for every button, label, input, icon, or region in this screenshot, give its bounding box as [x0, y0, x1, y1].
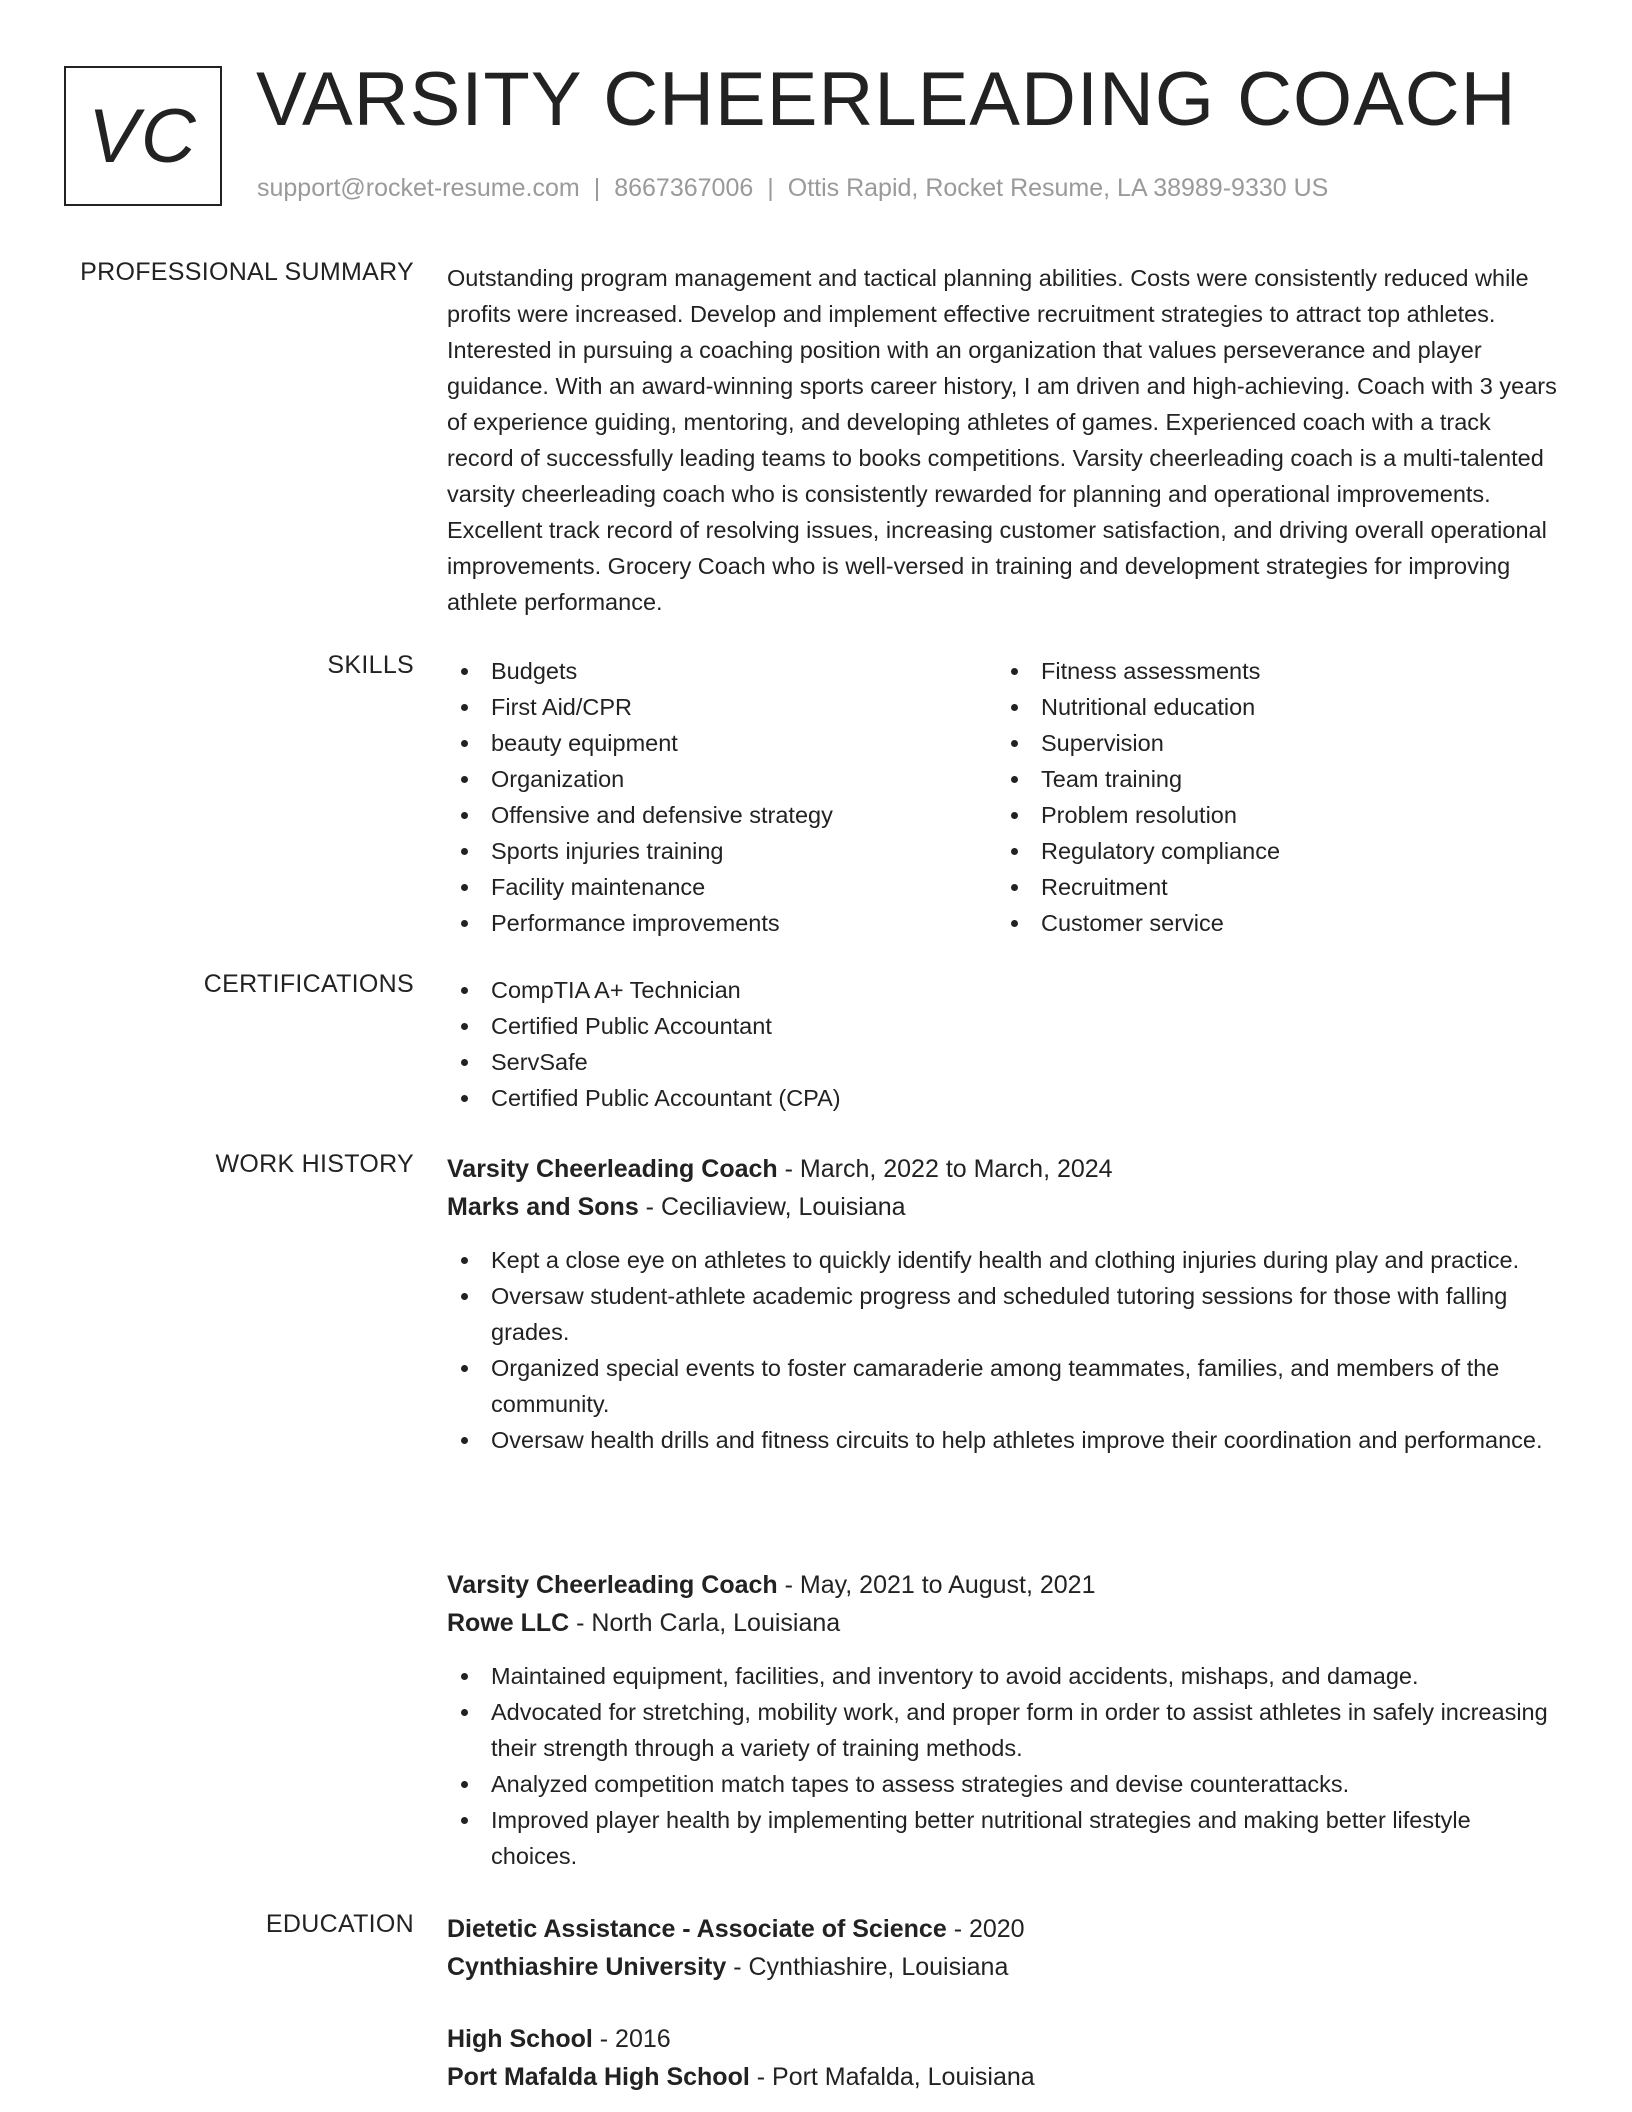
education-degree: Dietetic Assistance - Associate of Science: [447, 1915, 947, 1943]
job-company: Rowe LLC: [447, 1609, 570, 1637]
skill-item: Regulatory compliance: [997, 833, 1547, 869]
job-dates: - May, 2021 to August, 2021: [777, 1571, 1096, 1599]
job-location: - North Carla, Louisiana: [569, 1609, 841, 1637]
job-entry: [447, 1566, 1562, 1874]
education-school-line: [447, 1948, 1562, 1986]
job-bullets: [447, 1242, 1562, 1458]
skill-item: First Aid/CPR: [447, 689, 997, 725]
skill-item: Customer service: [997, 905, 1547, 941]
skill-item: Nutritional education: [997, 689, 1547, 725]
monogram-logo: VC: [64, 66, 222, 206]
job-company: Marks and Sons: [447, 1193, 639, 1221]
job-company-line: [447, 1188, 1562, 1226]
job-title: Varsity Cheerleading Coach: [447, 1571, 778, 1599]
skill-item: Supervision: [997, 725, 1547, 761]
skill-item: Facility maintenance: [447, 869, 997, 905]
contact-separator: |: [593, 174, 601, 202]
job-bullet: Organized special events to foster camaraderie among teammates, families, and members of the community.: [447, 1350, 1562, 1422]
skill-item: Fitness assessments: [997, 653, 1547, 689]
education-year: - 2020: [946, 1915, 1025, 1943]
education-entry: [447, 1910, 1562, 1986]
education-year: - 2016: [592, 2025, 671, 2053]
skill-item: Recruitment: [997, 869, 1547, 905]
skills-column-right: [997, 653, 1547, 941]
job-bullet: Oversaw health drills and fitness circuits to help athletes improve their coordination and performance.: [447, 1422, 1562, 1458]
section-label-summary: PROFESSIONAL SUMMARY: [80, 258, 414, 286]
section-label-skills: SKILLS: [327, 651, 414, 679]
contact-line: [257, 174, 1328, 203]
certification-item: CompTIA A+ Technician: [447, 972, 1562, 1008]
job-title: Varsity Cheerleading Coach: [447, 1155, 778, 1183]
certification-item: ServSafe: [447, 1044, 1562, 1080]
contact-address: Ottis Rapid, Rocket Resume, LA 38989-9330 US: [787, 174, 1329, 202]
skills-column-left: [447, 653, 997, 941]
education-school: Port Mafalda High School: [447, 2063, 750, 2091]
job-bullets: [447, 1658, 1562, 1874]
education-school-line: [447, 2058, 1562, 2096]
summary-text: Outstanding program management and tactical planning abilities. Costs were consistently reduced while profits were increased. Develop and implement effective recruitment strategies to attract top athletes. Interested in pursuing a coaching position with an organization that values perseverance and player guidance. With an award-winning sports career history, I am driven and high-achieving. Coach with 3 years of experience guiding, mentoring, and developing athletes of games. Experienced coach with a track record of successfully leading teams to books competitions. Varsity cheerleading coach is a multi-talented varsity cheerleading coach who is consistently rewarded for planning and operational improvements. Excellent track record of resolving issues, increasing customer satisfaction, and driving overall operational improvements. Grocery Coach who is well-versed in training and development strategies for improving athlete performance.: [447, 265, 1557, 615]
job-bullet: Analyzed competition match tapes to assess strategies and devise counterattacks.: [447, 1766, 1562, 1802]
job-bullet: Advocated for stretching, mobility work, and proper form in order to assist athletes in safely increasing their strength through a variety of training methods.: [447, 1694, 1562, 1766]
skill-item: Budgets: [447, 653, 997, 689]
certifications-list: [447, 972, 1562, 1116]
education-degree-line: [447, 1910, 1562, 1948]
job-location: - Ceciliaview, Louisiana: [638, 1193, 906, 1221]
skill-item: Problem resolution: [997, 797, 1547, 833]
contact-phone: 8667367006: [614, 174, 754, 202]
education-location: - Port Mafalda, Louisiana: [749, 2063, 1035, 2091]
certification-item: Certified Public Accountant: [447, 1008, 1562, 1044]
education-entry: [447, 2020, 1562, 2096]
job-bullet: Oversaw student-athlete academic progress and scheduled tutoring sessions for those with falling grades.: [447, 1278, 1562, 1350]
certification-item: Certified Public Accountant (CPA): [447, 1080, 1562, 1116]
skill-item: Sports injuries training: [447, 833, 997, 869]
job-title-line: [447, 1150, 1562, 1188]
skill-item: beauty equipment: [447, 725, 997, 761]
contact-separator: |: [767, 174, 774, 202]
skill-item: Organization: [447, 761, 997, 797]
education-school: Cynthiashire University: [447, 1953, 727, 1981]
job-bullet: Kept a close eye on athletes to quickly identify health and clothing injuries during play and practice.: [447, 1242, 1562, 1278]
section-label-education: EDUCATION: [265, 1910, 414, 1938]
section-label-certifications: CERTIFICATIONS: [203, 970, 414, 998]
skill-item: Offensive and defensive strategy: [447, 797, 997, 833]
section-label-work: WORK HISTORY: [215, 1150, 414, 1178]
job-entry: [447, 1150, 1562, 1458]
job-title-line: [447, 1566, 1562, 1604]
education-location: - Cynthiashire, Louisiana: [726, 1953, 1009, 1981]
contact-email: support@rocket-resume.com: [257, 174, 580, 202]
skills-list: [447, 653, 1562, 941]
job-bullet: Maintained equipment, facilities, and inventory to avoid accidents, mishaps, and damage.: [447, 1658, 1562, 1694]
job-dates: - March, 2022 to March, 2024: [777, 1155, 1113, 1183]
resume-title: VARSITY CHEERLEADING COACH: [256, 57, 1517, 142]
education-degree-line: [447, 2020, 1562, 2058]
job-bullet: Improved player health by implementing better nutritional strategies and making better lifestyle choices.: [447, 1802, 1562, 1874]
education-degree: High School: [447, 2025, 593, 2053]
skill-item: Performance improvements: [447, 905, 997, 941]
job-company-line: [447, 1604, 1562, 1642]
skill-item: Team training: [997, 761, 1547, 797]
